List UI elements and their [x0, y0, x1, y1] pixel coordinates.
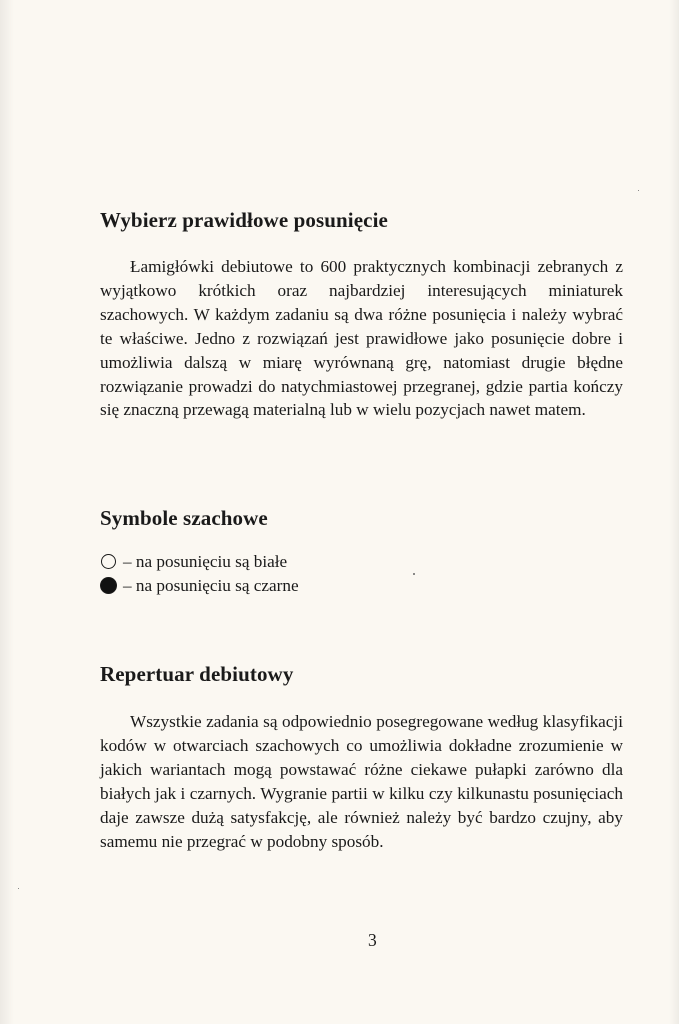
legend-item-white: [100, 550, 299, 574]
white-circle-icon: [101, 554, 116, 569]
section-heading-chess-symbols: Symbole szachowe: [100, 506, 268, 530]
paper-speck: [638, 190, 639, 191]
section-paragraph-choose-move: Łamigłówki debiutowe to 600 praktycznych kombinacji zebranych z wyjątkowo krótkich oraz najbardziej interesujących miniaturek szachowych. W każdym zadaniu są dwa różne posunięcia i należy wybrać te właściwe. Jedno z rozwiązań jest prawidłowe jako posunięcie dobre i umożliwia dalszą w miarę wyrównaną grę, natomiast drugie błędne rozwiązanie prowadzi do natychmiastowej przegranej, gdzie partia kończy się znaczną przewagą materialną lub w wielu pozycjach nawet matem.: [100, 257, 623, 420]
black-circle-icon: [100, 577, 117, 594]
legend-text-black: – na posunięciu są czarne: [123, 575, 299, 595]
section-paragraph-opening-repertoire: Wszystkie zadania są odpowiednio posegregowane według klasyfikacji kodów w otwarciach szachowych co umożliwia dokładne zrozumienie w jakich wariantach mogą powstawać różne ciekawe pułapki zarówno dla białych jak i czarnych. Wygranie partii w kilku czy kilkunastu posunięciach daje zawsze dużą satysfakcję, ale również należy być bardzo czujny, aby samemu nie przegrać w podobny sposób.: [100, 712, 623, 851]
legend-item-black: [100, 574, 299, 598]
section-heading-choose-move: Wybierz prawidłowe posunięcie: [100, 208, 388, 232]
page-number: 3: [368, 930, 377, 950]
paper-speck: [413, 573, 415, 575]
paper-speck: [18, 888, 19, 889]
section-heading-opening-repertoire: Repertuar debiutowy: [100, 662, 294, 686]
legend-text-white: – na posunięciu są białe: [123, 552, 288, 571]
symbol-legend: [100, 550, 299, 597]
